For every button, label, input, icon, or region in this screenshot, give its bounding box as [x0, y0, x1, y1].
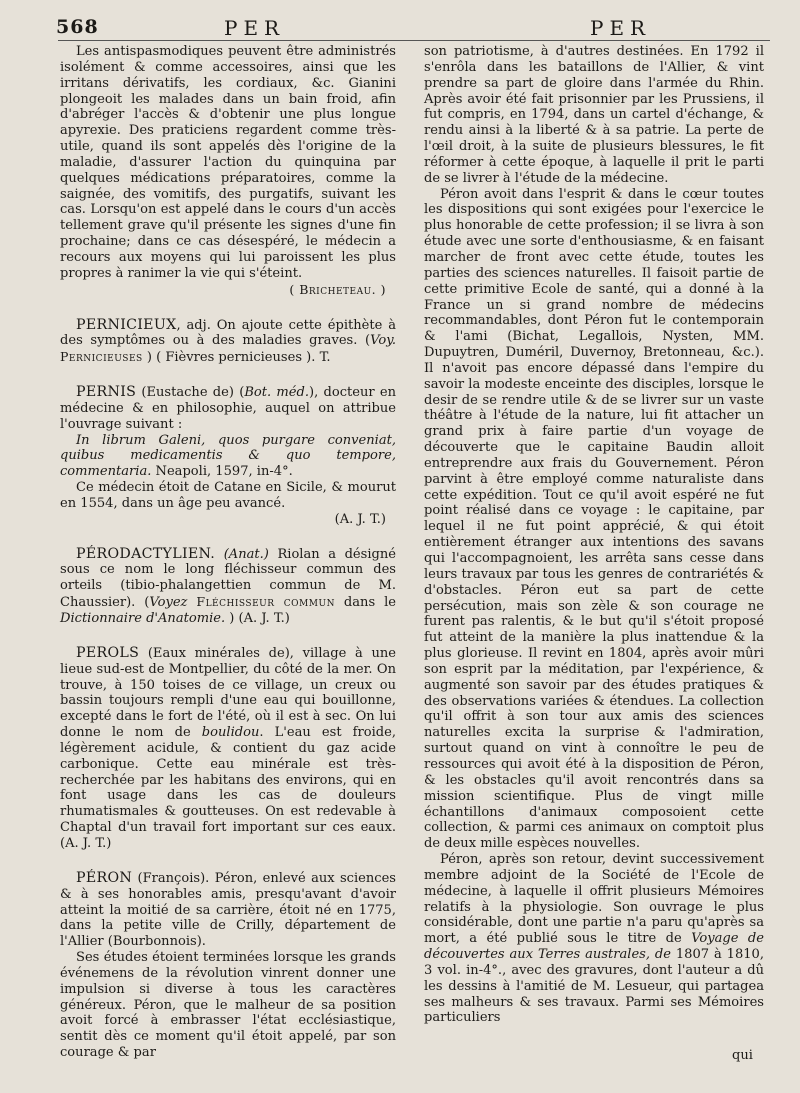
- peron-studies-paragraph: Ses études étoient terminées lorsque les grands événemens de la révolution vinrent donner une impulsion si diverse à tous les caractères généreux. Péron, que le malheur de sa position avoit forcé à embrasser l'état ecclésiastique, sentit dès ce moment qu'il étoit appelé, par son courage & par: [60, 950, 396, 1061]
- voyage-title: Voyage de découvertes aux Terres australes, de: [424, 931, 764, 963]
- headword-peron: PÉRON: [76, 869, 133, 886]
- headword-pernis: PERNIS: [76, 384, 137, 401]
- peron-patriotism-paragraph: son patriotisme, à d'autres destinées. En 1792 il s'enrôla dans les bataillons de l'Allier, & vint prendre sa part de gloire dans l'armée du Rhin. Après avoir été fait prisonnier par les Prussiens, il fut compris, en 1794, dans un cartel d'échange, & rendu ainsi à la liberté & à sa patrie. La perte de l'œil droit, à la suite de plusieurs blessures, le fit réformer à cette époque, à laquelle il prit le parti de se livrer à l'étude de la médecine.: [424, 44, 764, 186]
- crossref-flechisseur: Fléchisseur commun: [196, 594, 335, 610]
- entry-pernicieux: PERNICIEUX, adj. On ajoute cette épithète à des symptômes ou à des maladies graves. (Voy. Pernicieuses ) ( Fièvres pernicieuses ). T.: [60, 316, 396, 366]
- running-header: [52, 14, 772, 42]
- entry-perodactylien: PÉRODACTYLIEN. (Anat.) Riolan a désigné sous ce nom le long fléchisseur commun des orteils (tibio-phalangettien commun de M. Chaussier). (Voyez Fléchisseur commun dans le Dictionnaire d'Anatomie. ) (A. J. T.): [60, 545, 396, 626]
- pernis-work-title: In librum Galeni, quos purgare conveniat, quibus medicamentis & quo tempore, commentaria. Neapoli, 1597, in-4°.: [60, 432, 396, 480]
- left-running-head: PER: [224, 16, 286, 40]
- headword-perodactylien: PÉRODACTYLIEN.: [76, 545, 216, 562]
- crossref-pernicieuses: Pernicieuses: [60, 349, 143, 365]
- page-number: 568: [56, 16, 99, 38]
- catchword: qui: [732, 1048, 753, 1063]
- header-rule: [58, 40, 770, 41]
- peron-medicine-paragraph: Péron avoit dans l'esprit & dans le cœur toutes les dispositions qui sont exigées pour l'exercice le plus honorable de cette profession; il se livra à son étude avec une sorte d'enthousiasme, & en faisant marcher de front avec cette étude, toutes les parties des sciences naturelles. Il faisoit partie de cette primitive Ecole de santé, qui a donné à la France un si grand nombre de médecins recommandables, dont Péron fut le contemporain & l'ami (Bichat, Legallois, Nysten, MM. Dupuytren, Duméril, Duvernoy, Bretonneau, &c.). Il n'avoit pas encore dépassé dans l'empire du savoir la modeste enceinte des disciples, lorsque le desir de se rendre utile & de se livrer sur un vaste théâtre à l'étude de la nature, lui fit attacher un grand prix à faire partie d'un voyage de découverte que le capitaine Baudin alloit entreprendre aux frais du Gouvernement. Péron parvint à être employé comme naturaliste dans cette expédition. Tout ce qu'il avoit espéré ne fut point réalisé dans ce voyage : le capitaine, par lequel il ne fut point apprécié, & qui étoit entièrement étranger aux intentions des savans qui l'accompagnoient, les arrêta sans cesse dans leurs travaux par tous les genres de contrariétés & d'obstacles. Péron eut sa part de cette persécution, mais son zèle & son courage ne furent pas ralentis, & le but qu'il s'étoit proposé fut atteint de la manière la plus inattendue & la plus glorieuse. Il revint en 1804, après avoir mûri son esprit par la méditation, par l'expérience, & augmenté son savoir par des études pratiques & des observations variées & étendues. La collection qu'il offrit à son tour aux amis des sciences naturelles excita la surprise & l'admiration, surtout quand on vint à connoître le peu de ressources qui avoit été à la disposition de Péron, & les obstacles qu'il avoit rencontrés dans sa mission scientifique. Plus de vingt mille échantillons d'animaux composoient cette collection, & parmi ces animaux on comptoit plus de deux mille espèces nouvelles.: [424, 186, 764, 852]
- pernis-biography: Ce médecin étoit de Catane en Sicile, & mourut en 1554, dans un âge peu avancé.: [60, 480, 396, 511]
- signature-bricheteau: ( Bricheteau. ): [289, 281, 386, 297]
- entry-perols: PEROLS (Eaux minérales de), village à une lieue sud-est de Montpellier, du côté de la mer. On trouve, à 150 toises de ce village, un creux ou bassin toujours rempli d'une eau qui bouillonne, excepté dans le fort de l'été, où il est à sec. On lui donne le nom de boulidou. L'eau est froide, légèrement acidule, & contient du gaz acide carbonique. Cette eau minérale est très-recherchée par les habitans des environs, qui en font usage dans les cas de douleurs rhumatismales & goutteuses. On est redevable à Chaptal d'un travail fort important sur ces eaux. (A. J. T.): [60, 644, 396, 851]
- entry-peron: PÉRON (François). Péron, enlevé aux sciences & à ses honorables amis, presqu'avant d'avoir atteint la moitié de sa carrière, étoit né en 1775, dans la petite ville de Crilly, département de l'Allier (Bourbonnois).: [60, 869, 396, 950]
- antispasmodics-paragraph: Les antispasmodiques peuvent être administrés isolément & comme accessoires, ainsi que les irritans dérivatifs, les cordiaux, &c. Gianini plongeoit les malades dans un bain froid, afin d'abréger l'accès & d'obtenir une plus longue apyrexie. Des praticiens regardent comme très-utile, quand ils sont appelés dès l'origine de la maladie, d'assurer l'action du quinquina par quelques médications préparatoires, comme la saignée, des vomitifs, des purgatifs, suivant les cas. Lorsqu'on est appelé dans le cours d'un accès tellement grave qu'il présente les signes d'une fin prochaine; dans ce cas désespéré, le médecin a recours aux moyens qui lui paroissent les plus propres à ranimer la vie qui s'éteint.: [60, 44, 396, 281]
- right-column: [424, 44, 764, 1026]
- left-column: [60, 44, 396, 1061]
- right-running-head: PER: [590, 16, 652, 40]
- peron-return-paragraph: Péron, après son retour, devint successivement membre adjoint de la Société de l'Ecole de médecine, à laquelle il offrit plusieurs Mémoires relatifs à la physiologie. Son ouvrage le plus considérable, dont une partie n'a paru qu'après sa mort, a été publié sous le titre de Voyage de découvertes aux Terres australes, de 1807 à 1810, 3 vol. in-4°., avec des gravures, dont l'auteur a dû les dessins à l'amitié de M. Lesueur, qui partagea ses malheurs & ses travaux. Parmi ses Mémoires particuliers: [424, 852, 764, 1026]
- headword-pernicieux: PERNICIEUX: [76, 316, 177, 333]
- headword-perols: PEROLS: [76, 644, 140, 661]
- entry-pernis: PERNIS (Eustache de) (Bot. méd.), docteur en médecine & en philosophie, auquel on attribue l'ouvrage suivant :: [60, 384, 396, 432]
- signature-ajt-1: (A. J. T.): [334, 511, 386, 527]
